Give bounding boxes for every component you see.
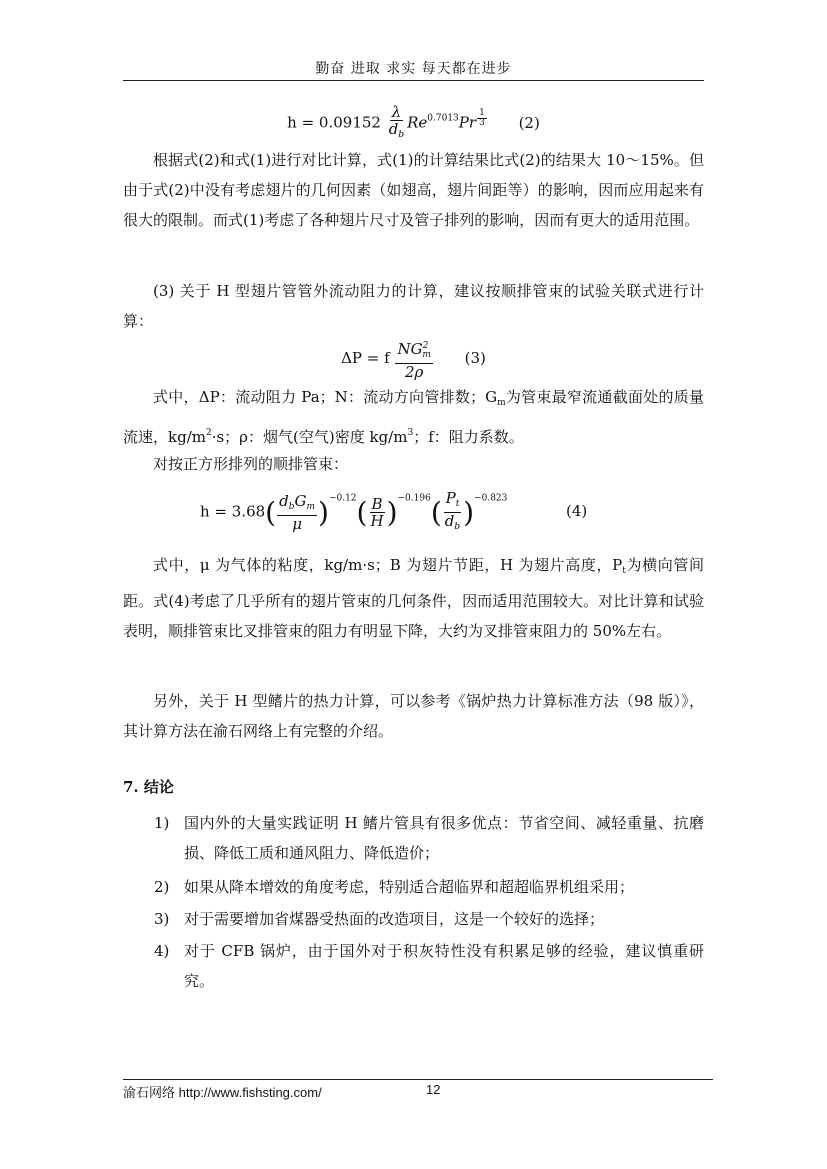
paragraph-5: 式中，μ 为气体的粘度，kg/m·s；B 为翅片节距，H 为翅片高度，$P_t$为横向管间距。式(4)考虑了几乎所有的翅片管束的几何条件，因而适用范围较大。对比计算和试验表明，顺排管束比叉排管束的阻力有明显下降，大约为叉排管束阻力的 50%左右。 [123,556,704,640]
eq4-exp1: −0.12 [328,493,357,504]
footer-site: 渝石网络 [123,1085,176,1100]
equation-2 [123,104,704,143]
paragraph-3: 式中，ΔP：流动阻力 Pa；N：流动方向管排数；$G_m$为管束最窄流通截面处的质量流速，$kg/m^2\cdot s$；ρ：烟气(空气)密度 $kg/m^3$；f：阻力系数。 [123,388,704,446]
eq2-den: $d_b$ [388,120,405,140]
eq4-frac3: $\frac{P_t}{d_b}$ [444,489,461,532]
eq3-fraction [395,338,432,380]
footer-url[interactable]: http://www.fishsting.com/ [178,1085,322,1100]
equation-4: h = 3.68( $\frac{d_bG_m}{\mu}$ )$^{-0.12}$( $\frac{B}{H}$ )$^{-0.196}$( $\frac{P_t}{d_b}$ )$^{-0.823}$ (4) [200,489,588,533]
eq4-frac2: $\frac{B}{H}$ [370,495,384,530]
paragraph-6: 另外，关于 H 型鳍片的热力计算，可以参考《锅炉热力计算标准方法（98 版）》，其计算方法在渝石网络上有完整的介绍。 [123,692,704,740]
eq2-fraction [387,104,406,143]
page-footer [123,1082,441,1101]
eq2-pr: Pr [458,113,477,132]
eq4-exp2: −0.196 [397,493,431,504]
eq4-tag: (4) [566,502,588,520]
eq2-tag: (2) [518,113,540,132]
page-header: 勤奋 进取 求实 每天都在进步 [315,61,512,77]
header-divider [123,80,704,81]
paragraph-1: 根据式(2)和式(1)进行对比计算，式(1)的计算结果比式(2)的结果大 10～15%。但由于式(2)中没有考虑翅片的几何因素（如翅高，翅片间距等）的影响，因而应用起来有很大的限制。而式(1)考虑了各种翅片尺寸及管子排列的影响，因而有更大的适用范围。 [123,151,704,229]
paragraph-4: 对按正方形排列的顺排管束： [153,455,349,473]
page-number: 12 [426,1082,441,1097]
paragraph-2: (3) 关于 H 型翅片管管外流动阻力的计算，建议按顺排管束的试验关联式进行计算： [123,282,704,330]
equation-3 [123,338,704,380]
eq2-lhs: h = 0.09152 [287,113,381,132]
eq2-num: λ [391,103,402,121]
section-heading: 7. 结论 [123,778,174,796]
eq2-pr-exp: 1 3 [479,107,485,128]
eq3-den: 2ρ [404,363,424,381]
footer-divider [123,1079,713,1080]
eq4-lhs: h = 3.68 [200,502,266,521]
eq3-num: $NG^2_m$ [395,338,432,364]
eq2-re: Re [407,113,428,132]
eq2-re-exp: 0.7013 [427,113,459,124]
list-item: 4) 对于 CFB 锅炉，由于国外对于积灰特性没有积累足够的经验，建议慎重研究。 [154,942,704,990]
eq3-lhs: ΔP = f [341,349,390,367]
list-item: 2) 如果从降本增效的角度考虑，特别适合超临界和超超临界机组采用； [154,878,635,896]
eq3-tag: (3) [464,349,486,367]
list-item: 3) 对于需要增加省煤器受热面的改造项目，这是一个较好的选择； [154,910,605,928]
list-item: 1) 国内外的大量实践证明 H 鳍片管具有很多优点：节省空间、减轻重量、抗磨损、降低工质和通风阻力、降低造价； [154,814,704,862]
eq4-frac1: $\frac{d_bG_m}{\mu}$ [279,492,316,533]
eq4-exp3: −0.823 [474,493,508,504]
